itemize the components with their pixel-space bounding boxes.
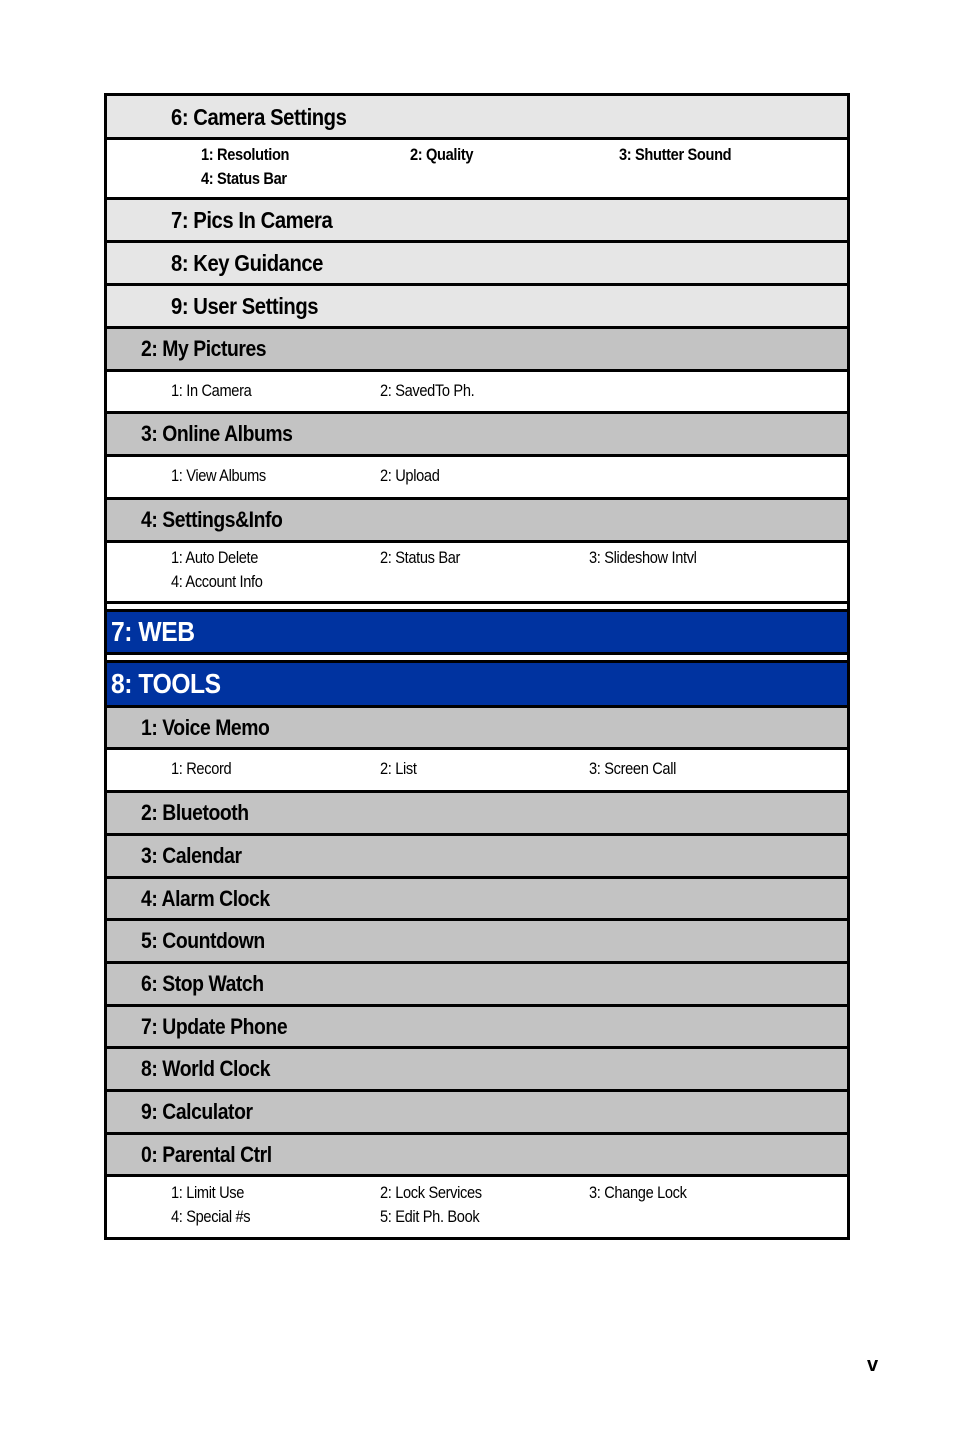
section-label: 0: Parental Ctrl [141, 1141, 272, 1167]
menu-item-label: 7: Pics In Camera [171, 207, 333, 233]
menu-section-parental-ctrl[interactable] [107, 1135, 847, 1174]
section-label: 1: Voice Memo [141, 714, 270, 740]
option-quality[interactable]: 2: Quality [410, 145, 474, 164]
option-special-numbers[interactable]: 4: Special #s [171, 1207, 251, 1226]
option-slideshow-intvl[interactable]: 3: Slideshow Intvl [589, 548, 697, 567]
menu-section-alarm-clock[interactable] [107, 879, 847, 918]
options-row-camera-settings [107, 140, 847, 197]
section-label: 8: World Clock [141, 1056, 271, 1081]
menu-item-camera-settings[interactable] [107, 96, 847, 137]
menu-item-label: 6: Camera Settings [171, 103, 347, 130]
option-shutter-sound[interactable]: 3: Shutter Sound [619, 145, 732, 164]
main-menu-label: 8: TOOLS [111, 668, 221, 699]
option-screen-call[interactable]: 3: Screen Call [589, 759, 677, 778]
menu-section-countdown[interactable] [107, 921, 847, 961]
options-row-parental-ctrl [107, 1177, 847, 1237]
menu-section-calculator[interactable] [107, 1092, 847, 1132]
menu-section-my-pictures[interactable] [107, 329, 847, 369]
menu-item-user-settings[interactable] [107, 286, 847, 326]
section-label: 6: Stop Watch [141, 971, 264, 996]
option-lock-services[interactable]: 2: Lock Services [380, 1183, 482, 1202]
menu-section-voice-memo[interactable] [107, 708, 847, 747]
menu-table [104, 93, 850, 1240]
option-edit-phone-book[interactable]: 5: Edit Ph. Book [380, 1207, 480, 1226]
option-record[interactable]: 1: Record [171, 759, 232, 778]
option-account-info[interactable]: 4: Account Info [171, 572, 263, 591]
menu-section-calendar[interactable] [107, 836, 847, 876]
section-label: 4: Settings&Info [141, 507, 283, 532]
menu-section-world-clock[interactable] [107, 1049, 847, 1089]
option-auto-delete[interactable]: 1: Auto Delete [171, 548, 259, 567]
option-status-bar[interactable]: 2: Status Bar [380, 548, 461, 567]
option-list[interactable]: 2: List [380, 759, 417, 778]
section-label: 7: Update Phone [141, 1013, 288, 1039]
main-menu-web[interactable] [107, 612, 847, 652]
options-row-settings-info [107, 543, 847, 601]
section-label: 4: Alarm Clock [141, 885, 270, 911]
menu-section-online-albums[interactable] [107, 414, 847, 454]
main-menu-label: 7: WEB [111, 616, 195, 647]
menu-section-bluetooth[interactable] [107, 793, 847, 833]
main-menu-tools[interactable] [107, 663, 847, 705]
option-saved-to-phone[interactable]: 2: SavedTo Ph. [380, 381, 475, 400]
section-label: 2: My Pictures [141, 336, 267, 361]
page-number: v [867, 1354, 879, 1376]
divider [107, 655, 847, 660]
option-in-camera[interactable]: 1: In Camera [171, 381, 252, 400]
menu-section-update-phone[interactable] [107, 1007, 847, 1046]
option-limit-use[interactable]: 1: Limit Use [171, 1183, 245, 1202]
option-view-albums[interactable]: 1: View Albums [171, 466, 266, 485]
option-change-lock[interactable]: 3: Change Lock [589, 1183, 687, 1202]
option-resolution[interactable]: 1: Resolution [201, 145, 290, 164]
option-status-bar[interactable]: 4: Status Bar [201, 169, 287, 188]
divider [107, 604, 847, 609]
menu-item-key-guidance[interactable] [107, 243, 847, 283]
options-row-voice-memo [107, 750, 847, 790]
menu-section-stop-watch[interactable] [107, 964, 847, 1004]
menu-item-pics-in-camera[interactable] [107, 200, 847, 240]
menu-item-label: 8: Key Guidance [171, 250, 324, 276]
menu-item-label: 9: User Settings [171, 293, 319, 319]
section-label: 3: Calendar [141, 843, 242, 868]
section-label: 3: Online Albums [141, 421, 293, 446]
section-label: 9: Calculator [141, 1099, 253, 1124]
menu-section-settings-info[interactable] [107, 500, 847, 540]
option-upload[interactable]: 2: Upload [380, 466, 440, 485]
section-label: 5: Countdown [141, 928, 265, 953]
section-label: 2: Bluetooth [141, 800, 249, 825]
options-row-my-pictures [107, 372, 847, 411]
options-row-online-albums [107, 457, 847, 497]
